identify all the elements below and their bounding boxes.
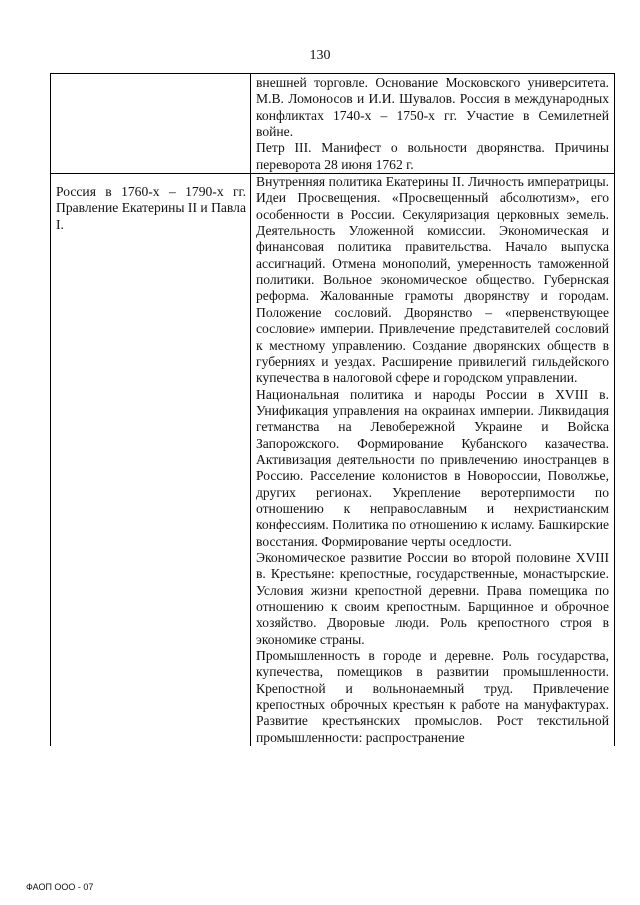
topic-text: Россия в 1760-х – 1790-х гг. Правление Екатерины II и Павла I. bbox=[56, 184, 246, 232]
topic-text bbox=[51, 74, 250, 84]
table-row bbox=[51, 174, 615, 747]
curriculum-table bbox=[50, 73, 615, 746]
content-paragraph: внешней торговле. Основание Московского университета. М.В. Ломоносов и И.И. Шувалов. Россия в международных конфликтах 1740-х – 1750-х гг. Участие в Семилетней войне. bbox=[256, 75, 609, 140]
content-paragraph: Промышленность в городе и деревне. Роль государства, купечества, помещиков в развитии промышленности. Крепостной и вольнонаемный труд. Привлечение крепостных оброчных крестьян к работе на мануфактурах. Развитие крестьянских промыслов. Рост текстильной промышленности: распространение bbox=[256, 648, 609, 745]
content-cell bbox=[251, 74, 615, 174]
topic-cell bbox=[51, 174, 251, 747]
content-paragraph: Внутренняя политика Екатерины II. Личность императрицы. Идеи Просвещения. «Просвещенный абсолютизм», его особенности в России. Секуляризация церковных земель. Деятельность Уложенной комиссии. Экономическая и финансовая политика правительства. Начало выпуска ассигнаций. Отмена монополий, умеренность таможенной политики. Вольное экономическое общество. Губернская реформа. Жалованные грамоты дворянству и городам. Положение сословий. Дворянство – «первенствующее сословие» империи. Привлечение представителей сословий к местному управлению. Создание дворянских обществ в губерниях и уездах. Расширение привилегий гильдейского купечества в налоговой сфере и городском управлении. bbox=[256, 174, 609, 386]
topic-cell bbox=[51, 74, 251, 174]
page-number: 130 bbox=[309, 48, 331, 63]
content-paragraph: Национальная политика и народы России в XVIII в. Унификация управления на окраинах империи. Ликвидация гетманства на Левобережной Украине и Войска Запорожского. Формирование Кубанского казачества. Активизация деятельности по привлечению иностранцев в Россию. Расселение колонистов в Новороссии, Поволжье, других регионах. Укрепление веротерпимости по отношению к неправославным и нехристианским конфессиям. Политика по отношению к исламу. Башкирские восстания. Формирование черты оседлости. bbox=[256, 386, 609, 549]
content-cell bbox=[251, 174, 615, 747]
content-paragraph: Петр III. Манифест о вольности дворянства. Причины переворота 28 июня 1762 г. bbox=[256, 140, 609, 172]
footer-document-code: ФАОП ООО - 07 bbox=[26, 882, 94, 892]
content-paragraph: Экономическое развитие России во второй половине XVIII в. Крестьяне: крепостные, государственные, монастырские. Условия жизни крепостной деревни. Права помещика по отношению к своим крепостным. Барщинное и оброчное хозяйство. Дворовые люди. Роль крепостного строя в экономике страны. bbox=[256, 549, 609, 647]
table-row bbox=[51, 74, 615, 174]
